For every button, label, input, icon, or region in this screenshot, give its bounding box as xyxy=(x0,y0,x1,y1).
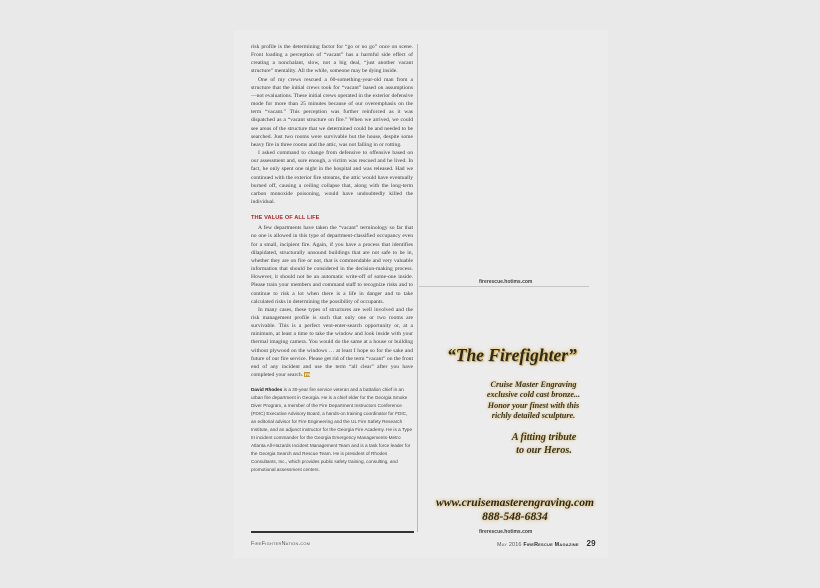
footer-site[interactable]: FireFighterNation.com xyxy=(251,541,311,547)
end-of-story-icon: FR xyxy=(304,372,311,378)
footer-rule xyxy=(251,531,414,533)
ad-tribute-line: to our Heros. xyxy=(516,445,572,456)
ad-line: Honor your finest with this xyxy=(487,400,580,410)
footer-issue-date: May 2016 xyxy=(497,542,522,548)
ad-contact xyxy=(430,496,600,524)
ad-phone: 888-548-6834 xyxy=(482,510,548,523)
footer-magazine: FireRescue Magazine xyxy=(523,542,579,548)
section-heading: THE VALUE OF ALL LIFE xyxy=(251,215,320,222)
article-paragraph: One of my crews rescued a 60-something-year-old man from a structure that the initial crews took for “vacant” based on assumptions—not evaluations. These initial crews operated in the exterior defensive mode for more than 25 minutes because of our overemphasis on the term “vacant.” This perception was further reinforced as it was dispatched as a “vacant structure on fire.” When we arrived, we could see areas of the structure that we determined could be and needed to be searched. Just two rooms were survivable but the house, despite some heavy fire in three rooms and the attic, was not falling in or rotting. xyxy=(251,76,413,148)
article-column xyxy=(251,43,413,474)
ad-line: Cruise Master Engraving xyxy=(490,380,577,389)
ad-site-link-bottom[interactable]: firerescue.hotims.com xyxy=(479,529,533,535)
author-bio xyxy=(251,386,413,473)
ad-website-link[interactable]: www.cruisemasterengraving.com xyxy=(435,496,595,509)
article-paragraph: risk profile is the determining factor for “go or no go” once on scene. Front loading a perception of “vacant” has a harmful side effect of creating a nonchalant, slow, not a big deal, “just another vacant structure” mentality. All the while, someone may be dying inside. xyxy=(251,44,413,75)
ad-line: richly detailed sculpture. xyxy=(491,410,576,420)
ad-description xyxy=(476,380,591,421)
ad-tribute-line: A fitting tribute xyxy=(511,432,577,443)
article-paragraph-text: In many cases, these types of structures are well involved and the risk management profile is such that only one or two rooms are survivable. This is a perfect vent-enter-search opportunity or, at a minimum, at least a time to take the window and look inside with your thermal imaging camera. You would do the same at a house or building without plywood on the windows … at least I hope so for the sake and future of our fire service. Please get rid of the term “vacant” on the front end of any incident and use the term “all clear” after you have completed your search. xyxy=(251,306,413,379)
author-name: David Rhodes xyxy=(251,387,283,393)
article-paragraph: I asked command to change from defensive to offensive based on our assessment and, sure enough, a victim was rescued and he lived. In fact, he only spent one night in the hospital and was released. Had we continued with the exterior fire streams, the attic would have eventually burned off, causing a ceiling collapse that, along with the long-term carbon monoxide poisoning, would have undoubtedly killed the individual. xyxy=(251,150,413,205)
ad-site-link-top[interactable]: firerescue.hotims.com xyxy=(479,279,533,285)
footer-issue xyxy=(497,539,596,548)
ad-tribute xyxy=(494,431,594,457)
author-bio-text: is a 30-year fire service veteran and a battalion chief in an urban fire department in Georgia. He is a chief elder for the Georgia Smoke Diver Program, a member of the Fire Department Instructors Conference (FDIC) Executive Advisory Board, a hands-on training coordinator for FDIC, an editorial advisor for Fire Engineering and the UL Fire Safety Research Institute, and an adjunct instructor for the Georgia Fire Academy. He is a Type III incident commander for the Georgia Emergency Managements-Metro Atlanta All-Hazards Incident Management Team and is a task force leader for the Georgia Search and Rescue Team. He is president of Rhodes Consultants, Inc., which provides public safety training, consulting, and promotional assessment centers. xyxy=(251,387,413,472)
ad-line: exclusive cold cast bronze... xyxy=(486,390,581,400)
article-paragraph: A few departments have taken the “vacant” terminology so far that no one is allowed in this type of department-classified occupancy even for a small, incipient fire. Again, if you have a process that identifies dilapidated, structurally unsound buildings that are not safe to be in, whether they are on fire or not, that is commendable and very valuable information that should be considered in the decision-making process. However, it should not be an automatic write-off of some-one inside. Please train your members and command staff to recognize risks and to continue to risk a lot when there is a life in danger and to take calculated risks in determining the possibility of occupants. xyxy=(251,225,413,305)
column-divider xyxy=(417,44,418,532)
ad-title: “The Firefighter” xyxy=(447,345,577,365)
ad-divider xyxy=(419,286,589,287)
article-paragraph-last xyxy=(251,306,413,379)
page-number: 29 xyxy=(586,539,596,548)
